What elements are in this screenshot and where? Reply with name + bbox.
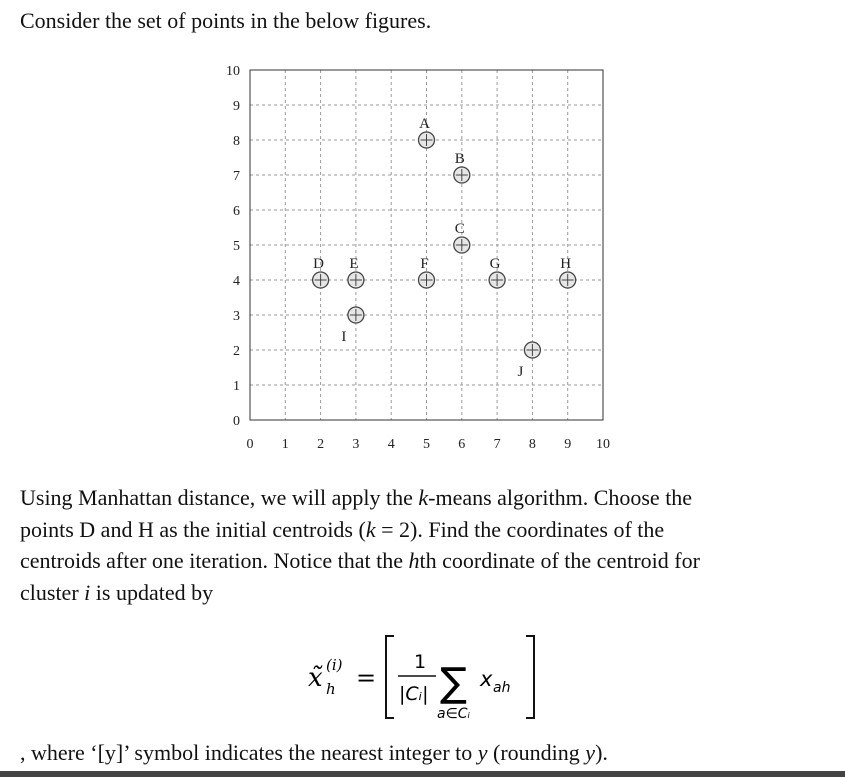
y-axis-ticks bbox=[226, 64, 240, 429]
intro-text: Consider the set of points in the below figures. bbox=[20, 8, 432, 33]
y-tick-label: 9 bbox=[233, 99, 240, 114]
y-tick-label: 0 bbox=[233, 414, 240, 429]
data-point-d bbox=[313, 256, 329, 288]
data-point-c bbox=[454, 221, 470, 253]
formula-lhs-var: x̃ bbox=[308, 663, 323, 693]
y-tick-label: 5 bbox=[233, 239, 240, 254]
centroid-update-formula bbox=[300, 628, 560, 728]
point-label: I bbox=[341, 329, 347, 345]
x-tick-label: 1 bbox=[281, 437, 289, 452]
data-point-a bbox=[419, 116, 435, 148]
x-tick-label: 7 bbox=[493, 437, 501, 452]
formula-term-subscript: ah bbox=[493, 680, 511, 696]
problem-paragraph bbox=[20, 482, 820, 608]
footer-note bbox=[20, 740, 608, 766]
y-tick-label: 3 bbox=[233, 309, 240, 324]
summation-subscript: a∈Cᵢ bbox=[437, 706, 471, 722]
text-run: -means algorithm. Choose the bbox=[428, 485, 693, 510]
math-y: y bbox=[477, 740, 488, 765]
paragraph-line-2 bbox=[20, 514, 820, 546]
math-k: k bbox=[365, 516, 376, 542]
text-run: is updated by bbox=[90, 579, 214, 605]
paragraph-line-4 bbox=[20, 577, 820, 609]
text-run: cluster bbox=[20, 579, 85, 605]
y-tick-label: 8 bbox=[233, 134, 240, 149]
y-tick-label: 4 bbox=[233, 274, 240, 289]
bottom-divider bbox=[0, 771, 845, 777]
text-run: , where ‘[y]’ symbol indicates the nearest integer to bbox=[20, 740, 478, 765]
paragraph-line-3 bbox=[20, 545, 820, 577]
data-point-g bbox=[489, 256, 505, 288]
point-label: D bbox=[313, 256, 325, 272]
point-label: A bbox=[419, 116, 430, 132]
text-run: = 2). Find the coordinates of the bbox=[375, 516, 665, 542]
math-k: k bbox=[418, 485, 429, 510]
formula-equals: = bbox=[356, 664, 377, 692]
point-label: H bbox=[560, 256, 572, 272]
point-label: J bbox=[517, 364, 524, 380]
text-run: th coordinate of the centroid for bbox=[419, 548, 700, 573]
point-label: G bbox=[489, 256, 501, 272]
formula-denominator: |Cᵢ| bbox=[399, 683, 429, 705]
math-y: y bbox=[585, 740, 596, 765]
y-tick-label: 2 bbox=[233, 344, 240, 359]
point-label: C bbox=[454, 221, 465, 237]
point-label: F bbox=[420, 256, 429, 272]
data-point-h bbox=[560, 256, 576, 288]
data-point-f bbox=[419, 256, 435, 288]
point-label: B bbox=[454, 151, 465, 167]
summation-symbol: ∑ bbox=[440, 660, 467, 706]
data-point-b bbox=[454, 151, 470, 183]
left-rounding-bracket bbox=[386, 636, 394, 718]
x-tick-label: 3 bbox=[352, 437, 360, 452]
formula-term: x bbox=[480, 667, 493, 691]
x-tick-label: 6 bbox=[458, 437, 466, 452]
right-rounding-bracket bbox=[526, 636, 534, 718]
math-h: h bbox=[408, 548, 420, 573]
x-tick-label: 0 bbox=[246, 437, 254, 452]
text-run: (rounding bbox=[487, 740, 586, 765]
paragraph-line-1 bbox=[20, 482, 820, 514]
y-tick-label: 7 bbox=[233, 169, 240, 184]
formula-numerator: 1 bbox=[414, 651, 427, 673]
data-point-j bbox=[517, 342, 540, 380]
text-run: Using Manhattan distance, we will apply the bbox=[20, 485, 419, 510]
data-point-e bbox=[348, 256, 364, 288]
text-run: centroids after one iteration. Notice that the bbox=[20, 548, 409, 573]
x-axis-ticks bbox=[247, 437, 611, 452]
x-tick-label: 9 bbox=[564, 437, 572, 452]
x-tick-label: 5 bbox=[423, 437, 430, 452]
formula-lhs-sup: (i) bbox=[326, 656, 343, 674]
y-tick-label: 10 bbox=[226, 64, 240, 79]
data-point-i bbox=[341, 307, 364, 345]
math-i: i bbox=[84, 579, 91, 605]
text-run: ). bbox=[595, 740, 608, 765]
x-tick-label: 8 bbox=[528, 437, 536, 452]
x-tick-label: 10 bbox=[596, 437, 610, 452]
x-tick-label: 2 bbox=[317, 437, 325, 452]
point-label: E bbox=[349, 256, 359, 272]
text-run: points D and H as the initial centroids ( bbox=[20, 516, 366, 542]
formula-lhs-sub: h bbox=[326, 680, 336, 698]
x-tick-label: 4 bbox=[387, 437, 395, 452]
y-tick-label: 6 bbox=[233, 204, 240, 219]
data-points bbox=[313, 116, 576, 380]
y-tick-label: 1 bbox=[233, 379, 240, 394]
